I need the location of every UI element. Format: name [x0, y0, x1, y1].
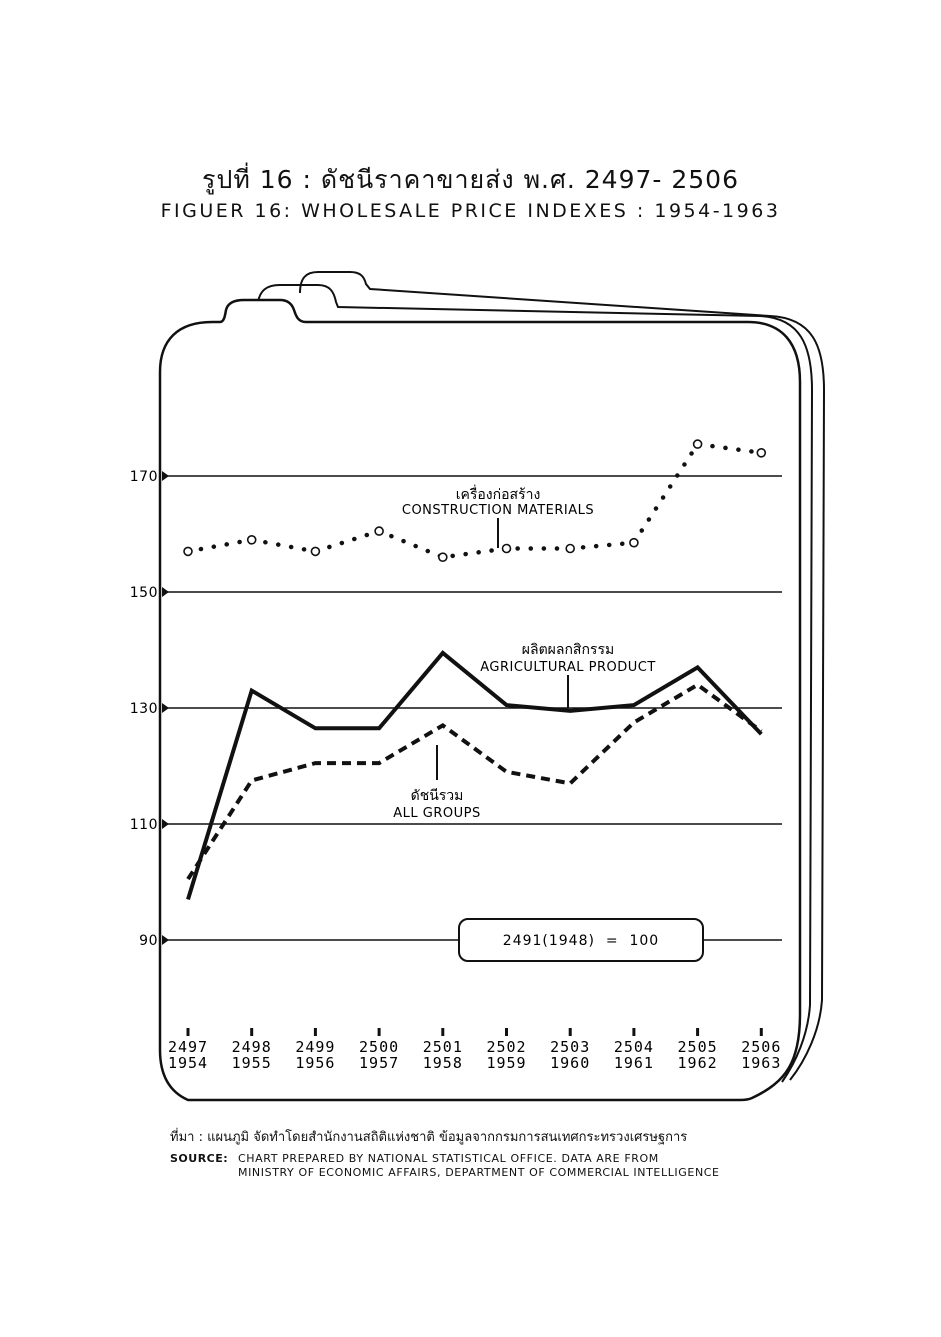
series-label-construction-th: เครื่องก่อสร้าง [455, 487, 541, 503]
source-thai: ที่มา : แผนภูมิ จัดทำโดยสำนักงานสถิติแห่งชาติ ข้อมูลจากกรมการสนเทศกระทรวงเศรษฐการ [170, 1130, 688, 1145]
x-tick-label-be-2505: 2505 [677, 1038, 718, 1056]
x-tick-label-ad-1960: 1960 [550, 1054, 591, 1072]
x-tick-label-ad-1963: 1963 [741, 1054, 782, 1072]
x-tick-label-be-2499: 2499 [295, 1038, 336, 1056]
chart-title-english: FIGUER 16: WHOLESALE PRICE INDEXES : 1954-1963 [160, 200, 781, 222]
x-tick-label-be-2502: 2502 [486, 1038, 527, 1056]
x-tick-label-ad-1962: 1962 [677, 1054, 718, 1072]
folder-front-sheet [160, 300, 800, 1100]
series-point-construction-materials-1955 [248, 536, 256, 544]
series-label-all-groups-th: ดัชนีรวม [410, 788, 464, 804]
x-tick-label-ad-1961: 1961 [613, 1054, 654, 1072]
x-tick-label-be-2500: 2500 [359, 1038, 400, 1056]
x-tick-label-ad-1959: 1959 [486, 1054, 527, 1072]
chart-title-thai: รูปที่ 16 : ดัชนีราคาขายส่ง พ.ศ. 2497- 2506 [202, 165, 739, 194]
x-tick-label-be-2504: 2504 [613, 1038, 654, 1056]
series-point-construction-materials-1960 [566, 545, 574, 553]
x-tick-label-ad-1954: 1954 [167, 1054, 209, 1072]
series-label-construction-en: CONSTRUCTION MATERIALS [401, 503, 595, 518]
y-tick-label-110: 110 [129, 817, 158, 833]
series-point-construction-materials-1956 [311, 547, 319, 555]
series-point-construction-materials-1961 [630, 539, 638, 547]
source-text [238, 1152, 798, 1180]
x-tick-label-ad-1955: 1955 [231, 1054, 272, 1072]
x-tick-label-ad-1958: 1958 [422, 1054, 463, 1072]
series-point-construction-materials-1957 [375, 527, 383, 535]
x-tick-label-be-2498: 2498 [231, 1038, 272, 1056]
series-point-construction-materials-1958 [439, 553, 447, 561]
series-label-all-groups-en: ALL GROUPS [393, 806, 481, 821]
y-tick-label-130: 130 [129, 701, 158, 717]
x-tick-label-be-2506: 2506 [741, 1038, 782, 1056]
x-tick-label-ad-1957: 1957 [359, 1054, 400, 1072]
series-label-agricultural-en: AGRICULTURAL PRODUCT [480, 660, 656, 675]
x-tick-label-be-2503: 2503 [550, 1038, 591, 1056]
folder-frame [160, 272, 824, 1100]
series-label-agricultural-th: ผลิตผลกสิกรรม [521, 642, 615, 658]
base-note-box [459, 919, 703, 961]
y-tick-label-90: 90 [139, 933, 158, 949]
y-tick-label-170: 170 [129, 469, 158, 485]
series-point-construction-materials-1954 [184, 547, 192, 555]
series-point-construction-materials-1962 [694, 440, 702, 448]
source-label: SOURCE: [170, 1152, 229, 1165]
series-point-construction-materials-1963 [757, 449, 765, 457]
y-tick-label-150: 150 [129, 585, 158, 601]
x-tick-label-be-2501: 2501 [422, 1038, 463, 1056]
source-line-1: CHART PREPARED BY NATIONAL STATISTICAL OFFICE. DATA ARE FROM [238, 1152, 659, 1165]
base-note-text: 2491(1948) = 100 [502, 933, 660, 949]
x-tick-label-be-2497: 2497 [167, 1038, 209, 1056]
series-point-construction-materials-1959 [503, 545, 511, 553]
source-line-2: MINISTRY OF ECONOMIC AFFAIRS, DEPARTMENT OF COMMERCIAL INTELLIGENCE [238, 1166, 720, 1179]
x-tick-label-ad-1956: 1956 [295, 1054, 336, 1072]
